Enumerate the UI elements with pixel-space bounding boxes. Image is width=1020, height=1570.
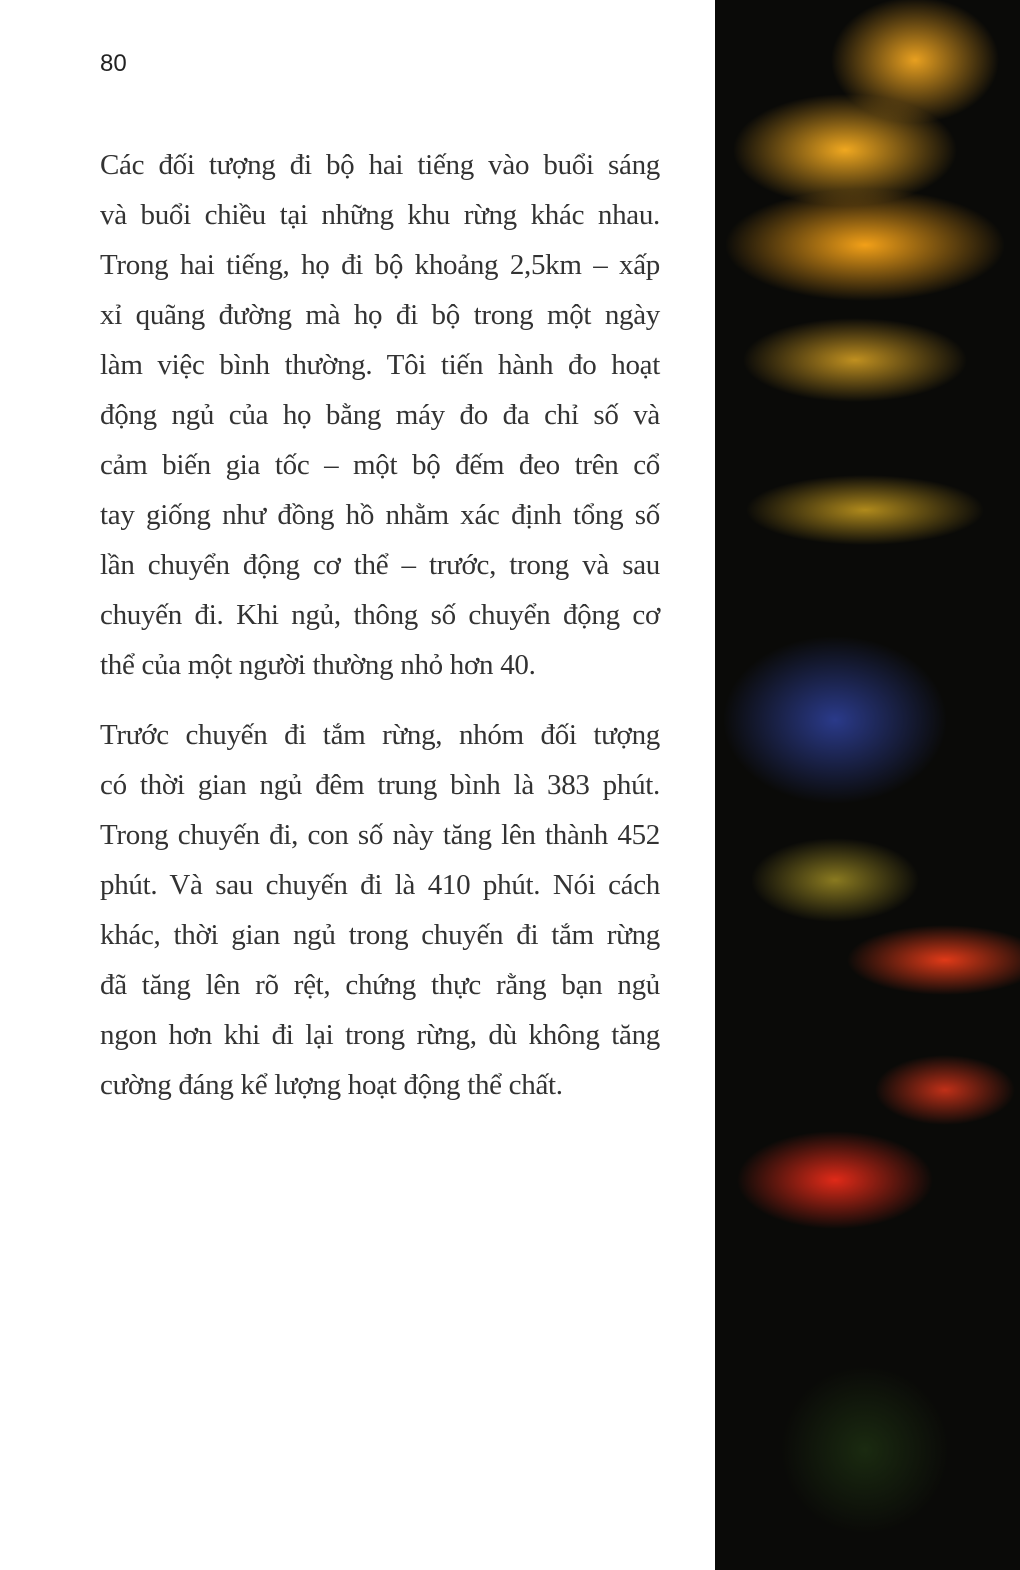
autumn-forest-photo (715, 0, 1020, 1570)
paragraph-1 (100, 140, 660, 690)
paragraph-2 (100, 710, 660, 1110)
text-line: phút. Và sau chuyến đi là 410 phút. Nói cách (100, 869, 660, 901)
text-line: có thời gian ngủ đêm trung bình là 383 phút. (100, 769, 660, 801)
text-line: và buổi chiều tại những khu rừng khác nhau. (100, 199, 660, 231)
text-line: Trong chuyến đi, con số này tăng lên thành 452 (100, 819, 660, 851)
text-line: Trước chuyến đi tắm rừng, nhóm đối tượng (100, 719, 660, 751)
text-line: làm việc bình thường. Tôi tiến hành đo hoạt (100, 349, 660, 381)
text-line: đã tăng lên rõ rệt, chứng thực rằng bạn ngủ (100, 969, 660, 1001)
text-line: ngon hơn khi đi lại trong rừng, dù không tăng (100, 1019, 660, 1051)
text-line: Trong hai tiếng, họ đi bộ khoảng 2,5km – xấp (100, 249, 660, 281)
page-number: 80 (100, 50, 127, 77)
text-line: cảm biến gia tốc – một bộ đếm đeo trên cổ (100, 449, 660, 481)
text-line: xỉ quãng đường mà họ đi bộ trong một ngày (100, 299, 660, 331)
text-line: chuyến đi. Khi ngủ, thông số chuyển động cơ (100, 599, 660, 631)
text-line: Các đối tượng đi bộ hai tiếng vào buổi sáng (100, 149, 660, 181)
text-line: tay giống như đồng hồ nhằm xác định tổng số (100, 499, 660, 531)
text-line: lần chuyển động cơ thể – trước, trong và sau (100, 549, 660, 581)
text-line: khác, thời gian ngủ trong chuyến đi tắm rừng (100, 919, 660, 951)
text-line: cường đáng kể lượng hoạt động thể chất. (100, 1069, 563, 1101)
text-line: thể của một người thường nhỏ hơn 40. (100, 649, 536, 681)
text-line: động ngủ của họ bằng máy đo đa chỉ số và (100, 399, 660, 431)
